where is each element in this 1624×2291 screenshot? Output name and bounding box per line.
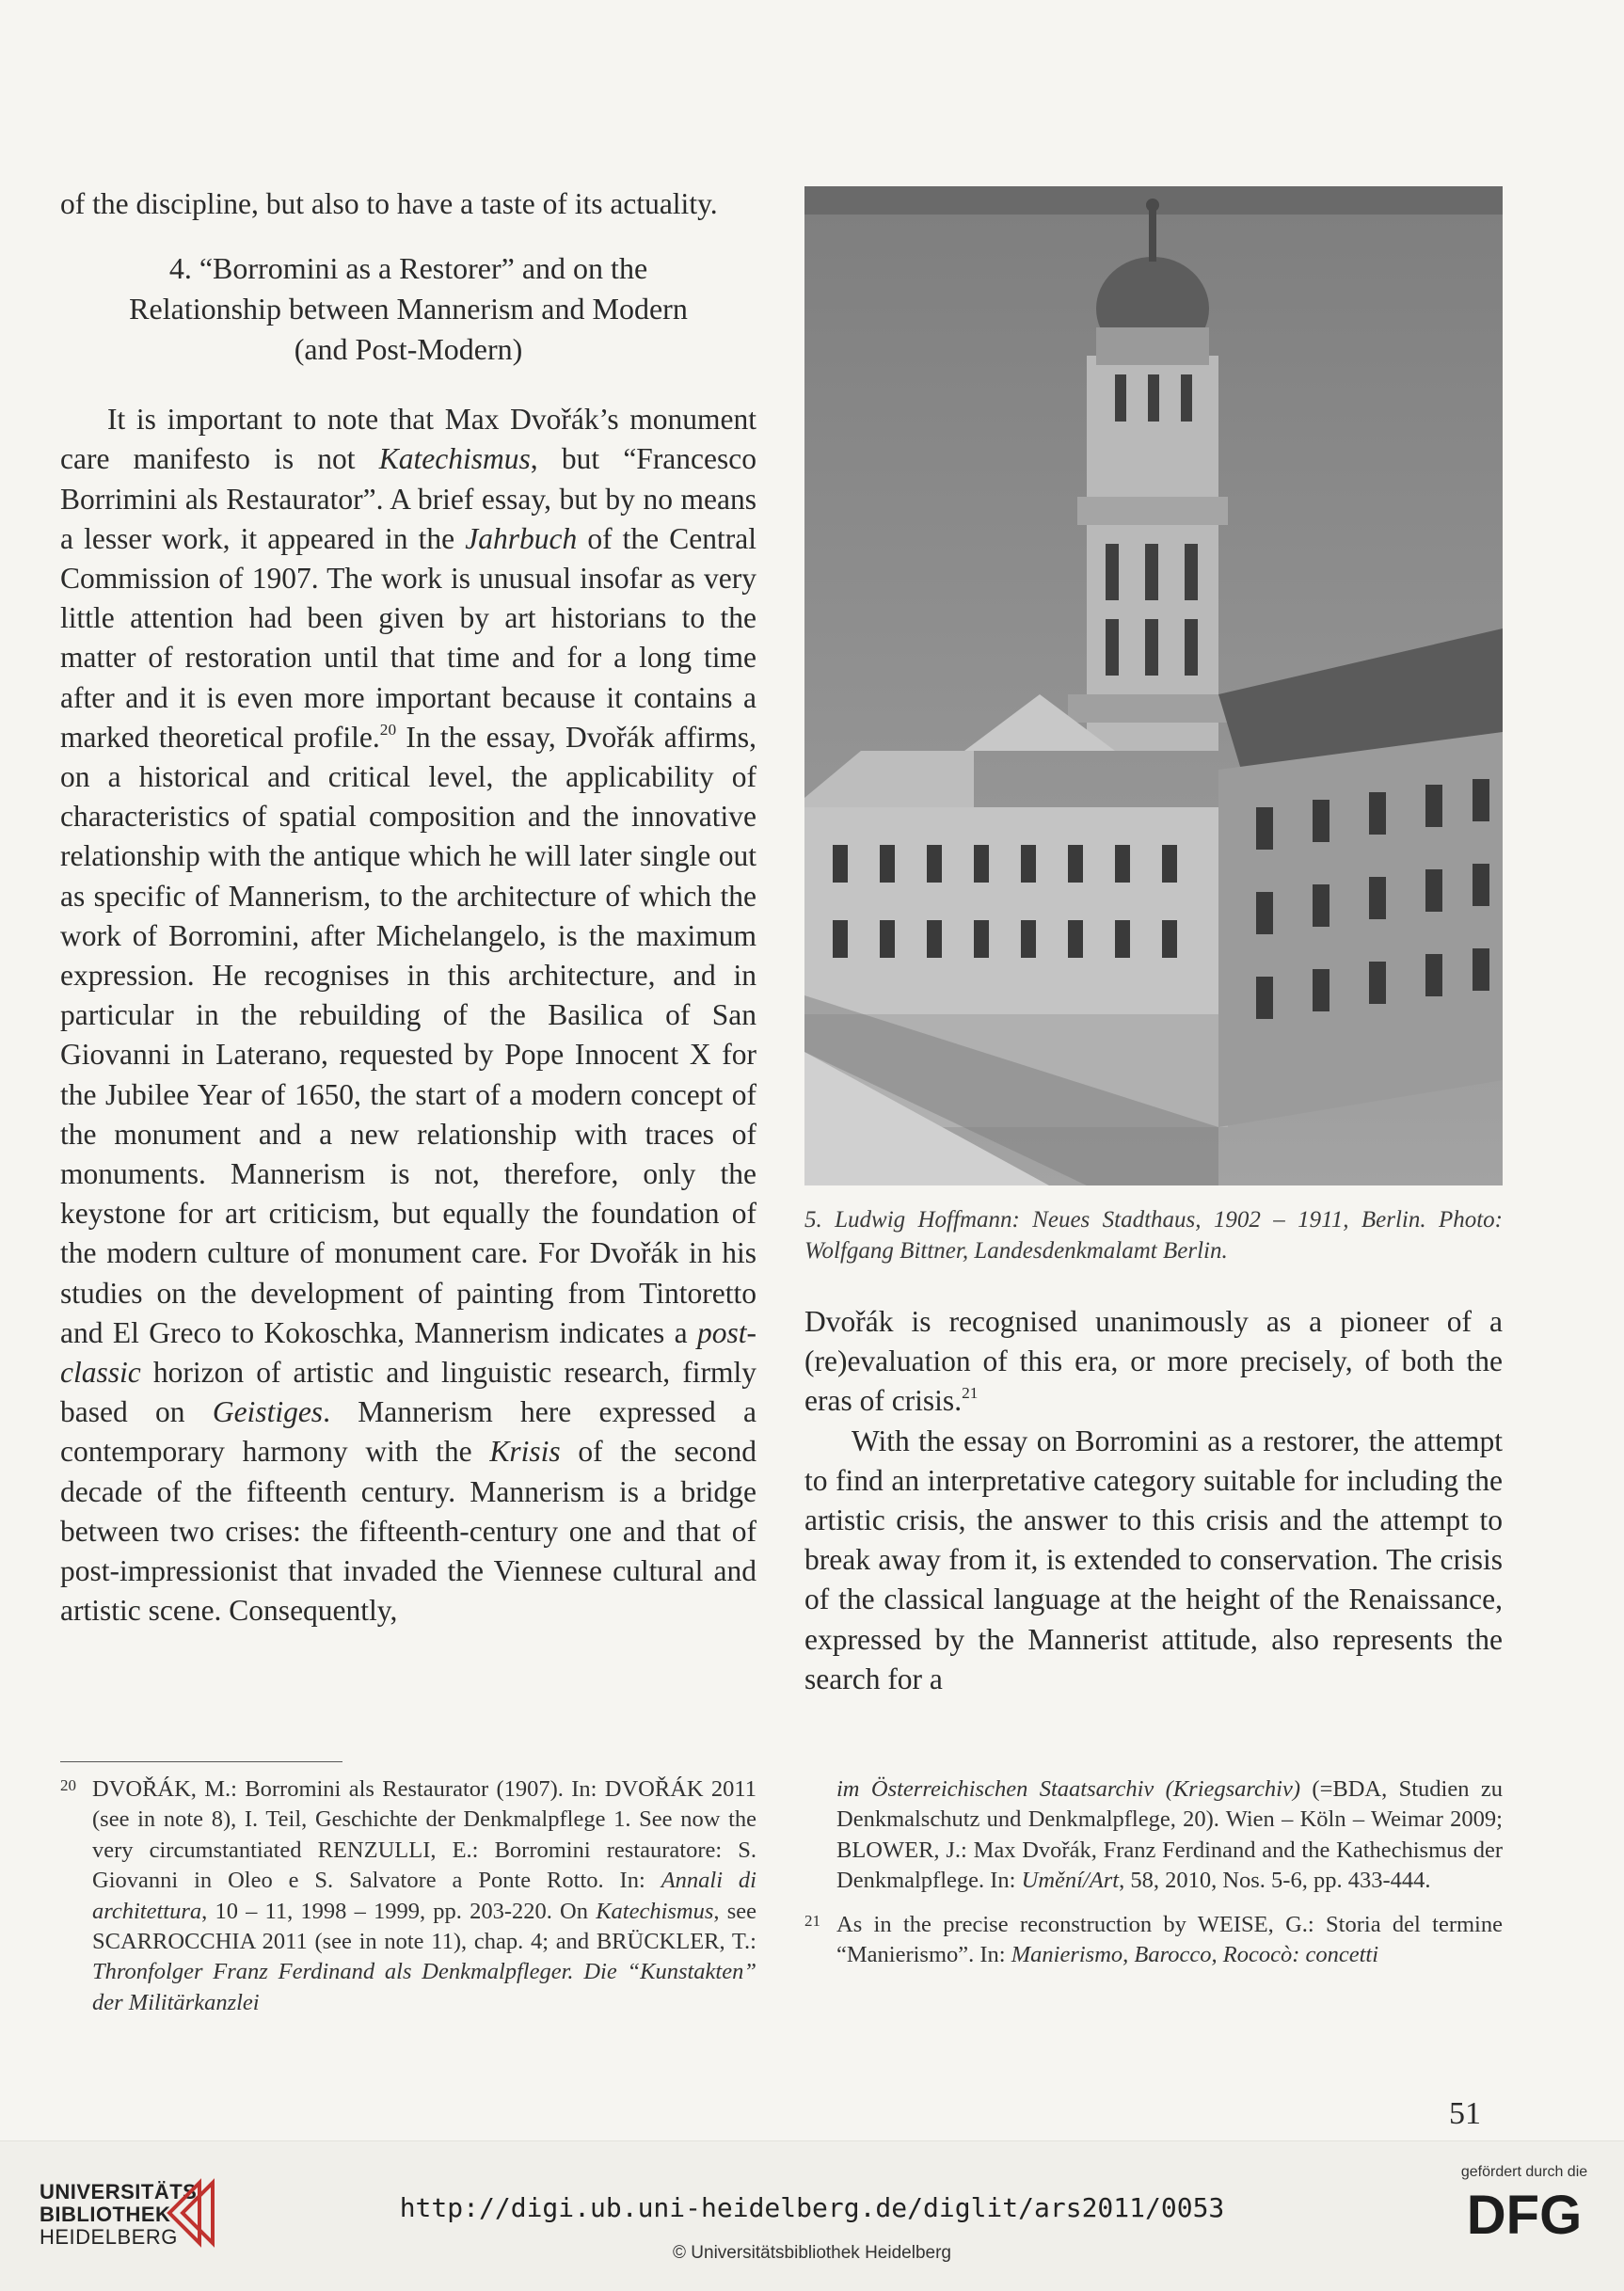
text-run: Dvořák is recognised unanimously as a pioneer of a (re)evaluation of this era, or more precisely, of both the eras of crisis. [804,1305,1503,1418]
paragraph-right-2: With the essay on Borromini as a restorer, the attempt to find an interpretative category suitable for including the artistic crisis, the answer to this crisis and the attempt to break away from it, is extended to conservation. The crisis of the classical language at the height of the Renaissance, expressed by the Mannerist attitude, also represents the search for a [804,1424,1503,1695]
text-run: (=BDA, Studien zu Denkmalschutz und Denkmalpflege, 20). Wien – Köln – Weimar 2009; BLOWER, J.: Max Dvořák, Franz Ferdinand and the Kathechismus der Denkmalpflege. In: [836,1776,1503,1894]
paragraph-main [60,400,756,1631]
text-run: of the second decade of the fifteenth century. Mannerism is a bridge between two crises: the fifteenth-century one and that of post-impressionist that invaded the Viennese cultural and artistic scene. Consequently, [60,1435,756,1628]
left-column [60,184,756,1631]
dfg-label: gefördert durch die [1460,2164,1588,2180]
library-line-3: HEIDELBERG [40,2225,178,2249]
text-run: As in the precise reconstruction by WEISE, G.: Storia del termine “Manierismo”. In: [836,1911,1503,1968]
text-run: DVOŘÁK, M.: Borromini als Restaurator (1907). In: DVOŘÁK 2011 (see in note 8), I. Teil, Geschichte der Denkmalpflege 1. See now the very circumstantiated RENZULLI, E.: Borromini restauratore: S. Giovanni in Oleo e S. Salvatore a Ponte Rotto. In: [92,1776,756,1894]
section-heading [60,248,756,370]
italic-run: Geistiges [212,1395,324,1429]
italic-run: Katechismus [378,442,531,476]
italic-run: Thronfolger Franz Ferdinand als Denkmalpfleger. Die “Kunstakten” der Militärkanzlei [92,1959,756,2015]
footnotes-right [804,1774,1503,1970]
text-run: It is important to note that Max Dvořák’s monument care manifesto is not [60,403,756,476]
heading-line-3: (and Post-Modern) [294,332,523,367]
footnote-ref-20[interactable]: 20 [379,720,397,739]
source-url-link[interactable]: http://digi.ub.uni-heidelberg.de/diglit/ars2011/0053 [399,2192,1225,2223]
figure-caption: 5. Ludwig Hoffmann: Neues Stadthaus, 1902 – 1911, Berlin. Photo: Wolfgang Bittner, Landesdenkmalamt Berlin. [804,1207,1503,1264]
footnote-number: 21 [804,1911,820,1930]
heading-line-2: Relationship between Mannerism and Modern [129,292,688,326]
text-run: , 58, 2010, Nos. 5-6, pp. 433-444. [1119,1868,1431,1894]
heading-line-1: 4. “Borromini as a Restorer” and on the [168,251,648,286]
text-run: , see SCARROCCHIA 2011 (see in note 11), chap. 4; and BRÜCKLER, T.: [92,1898,756,1955]
intro-text: of the discipline, but also to have a taste of its actuality. [60,187,718,220]
library-line-2: BIBLIOTHEK [40,2203,171,2226]
italic-run: Jahrbuch [465,521,578,555]
italic-run: Krisis [489,1435,561,1469]
italic-run: post-classic [60,1315,756,1390]
right-column [804,186,1503,1699]
text-run: , but “Francesco Borrimini als Restaurator”. A brief essay, but by no means a lesser work, it appeared in the [60,442,756,555]
copyright-notice: © Universitätsbibliothek Heidelberg [673,2243,951,2263]
text-run: horizon of artistic and linguistic research, firmly based on [60,1356,756,1429]
footnotes-left [60,1774,756,2018]
footnote-21 [804,1910,1503,1971]
dfg-logo-text: DFG [1466,2185,1583,2241]
footnote-ref-21[interactable]: 21 [962,1384,979,1403]
library-line-1: UNIVERSITÄTS- [40,2180,205,2203]
paragraph-right-1 [804,1302,1503,1422]
text-run: . Mannerism here expressed a contemporary harmony with the [60,1395,756,1469]
dfg-logo-icon [1449,2185,1600,2241]
page-number: 51 [1449,2096,1481,2131]
text-run: , 10 – 11, 1998 – 1999, pp. 203-220. On [201,1898,597,1924]
footnote-number: 20 [60,1776,76,1794]
footnote-20-continued [804,1774,1503,1897]
footnote-20 [60,1774,756,2018]
italic-run: Katechismus [596,1898,714,1924]
italic-run: Manierismo, Barocco, Rococò: concetti [1011,1942,1379,1968]
text-run: of the Central Commission of 1907. The work is unusual insofar as very little attention had been given by art historians to the matter of restoration until that time and for a long time after and it is even more important because it contains a marked theoretical profile. [60,521,756,754]
building-photo [804,186,1503,1185]
italic-run: im Österreichischen Staatsarchiv (Kriegsarchiv) [836,1776,1301,1802]
text-run: In the essay, Dvořák affirms, on a historical and critical level, the applicability of characteristics of spatial composition and the innovative relationship with the antique which he will later single out as specific of Mannerism, to the architecture of which the work of Borromini, after Michelangelo, is the maximum expression. He recognises in this architecture, and in particular in the rebuilding of the Basilica of San Giovanni in Laterano, requested by Pope Innocent X for the Jubilee Year of 1650, the start of a modern concept of the monument and a new relationship with traces of monuments. Mannerism is not, therefore, only the keystone for art criticism, but equally the foundation of the modern culture of monument care. For Dvořák in his studies on the development of painting from Tintoretto and El Greco to Kokoschka, Mannerism indicates a [60,720,756,1349]
footnote-rule [60,1761,342,1762]
italic-run: Umění/Art [1021,1868,1120,1894]
italic-run: Annali di architettura [92,1868,756,1924]
